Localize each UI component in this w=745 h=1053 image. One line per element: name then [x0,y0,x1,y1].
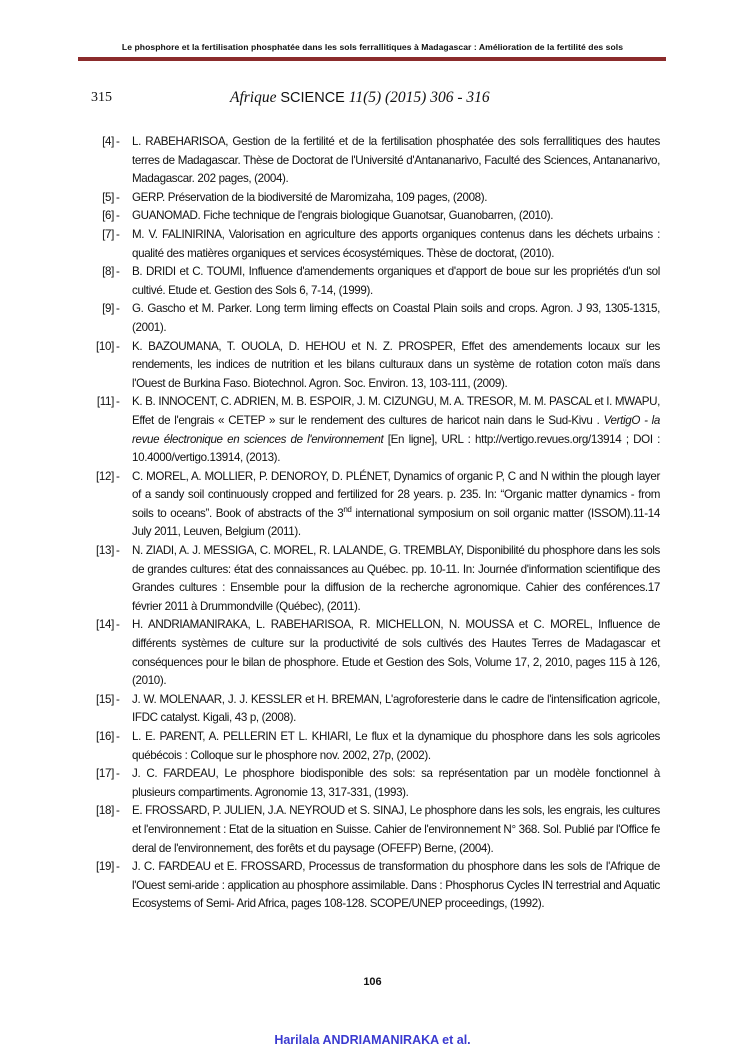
journal-link-title: VertigO - la revue électronique en sciences de l'environnement [132,413,660,446]
reference-text: GERP. Préservation de la biodiversité de Maromizaha, 109 pages, (2008). [132,190,488,204]
reference-text: N. ZIADI, A. J. MESSIGA, C. MOREL, R. LALANDE, G. TREMBLAY, Disponibilité du phosphore dans les sols de grandes cultures: état des connaissances au Québec. pp. 10-11. In: Journée d'information scientifique des Grandes cultures : Ensemble pour la diffusion de la recherche agronomique. Cahier des conférences.17 février 2011 à Drummondville (Québec), (2011). [132,544,660,613]
reference-number: [11] [96,395,114,409]
reference-text: H. ANDRIAMANIRAKA, L. RABEHARISOA, R. MICHELLON, N. MOUSSA et C. MOREL, Influence de différents systèmes de culture sur la productivité de sols cultivés des Hautes Terres de Madagascar et conséquences pour le bilan de phosphore. Etude et Gestion des Sols, Volume 17, 2, 2010, pages 115 à 126, (2010). [132,618,660,688]
reference-text: J. W. MOLENAAR, J. J. KESSLER et H. BREMAN, L'agroforesterie dans le cadre de l'intensification agricole, IFDC catalyst. Kigali, 43 p, (2008). [132,692,660,725]
reference-text: L. E. PARENT, A. PELLERIN ET L. KHIARI, Le flux et la dynamique du phosphore dans les sols agricoles québécois : Colloque sur le phosphore nov. 2002, 27p, (2002). [132,730,660,762]
reference-text: K. BAZOUMANA, T. OUOLA, D. HEHOU et N. Z. PROSPER, Effet des amendements locaux sur les rendements, les indices de nutrition et les bilans culturaux dans un système de rotation coton maïs dans l'Ouest de Burkina Faso. Biotechnol. Agron. Soc. Environ. 13, 103-111, (2009). [132,339,660,390]
superscript: nd [343,505,352,515]
reference-number: [6] [102,209,114,223]
footer-author: Harilala ANDRIAMANIRAKA et al. [274,1033,471,1047]
reference-text: G. Gascho et M. Parker. Long term liming effects on Coastal Plain soils and crops. Agron. J 93, 1305-1315, (2001). [132,302,660,334]
reference-number: [15] [96,692,114,706]
reference-text: E. FROSSARD, P. JULIEN, J.A. NEYROUD et S. SINAJ, Le phosphore dans les sols, les engrais, les cultures et l'environnement : Etat de la situation en Suisse. Cahier de l'environnement N° 368. Sol. Publié par l'Office fe deral de l'environnement, des forêts et du paysage (OFEFP) Berne, (2004). [132,804,660,855]
running-title: Le phosphore et la fertilisation phosphatée dans les sols ferrallitiques à Madagascar : Amélioration de la fertilité des sols [121,42,624,52]
reference-number: [10] [96,339,114,353]
reference-item: [7] - M. V. FALINIRINA, Valorisation en agriculture des apports organiques contenus dans les déchets urbains : qualité des matières organiques et services écosystémiques. Thèse de doctorat, (2010). [88,226,660,263]
reference-text-part: K. B. INNOCENT, C. ADRIEN, M. B. ESPOIR, J. M. CIZUNGU, M. A. TRESOR, M. M. PASCAL et I. MWAPU, Effet de l'engrais « CETEP » sur le rendement des cultures de haricot nain dans le Sud-Kivu . [132,395,660,427]
reference-text-part: C. MOREL, A. MOLLIER, P. DENOROY, D. PLÉNET, Dynamics of organic P, C and N within the plough layer of a sandy soil continuously cropped and fertilized for 28 years. p. 235. In: “Organic matter dynamics - from soils to oceans”. Book of abstracts of the 3 [132,469,660,520]
reference-item: [16] - L. E. PARENT, A. PELLERIN ET L. KHIARI, Le flux et la dynamique du phosphore dans les sols agricoles québécois : Colloque sur le phosphore nov. 2002, 27p, (2002). [88,728,660,765]
journal-science: SCIENCE [280,90,345,106]
reference-text-part: international symposium on soil organic matter (ISSOM).11-14 July 2011, Leuven, Belgium (2011). [132,506,660,539]
reference-text: GUANOMAD. Fiche technique de l'engrais biologique Guanotsar, Guanobarren, (2010). [132,209,554,223]
reference-item: [17] - J. C. FARDEAU, Le phosphore biodisponible des sols: sa représentation par un modèle fonctionnel à plusieurs compartiments. Agronomie 13, 317-331, (1993). [88,765,660,802]
reference-text [132,393,660,467]
reference-item: [15] - J. W. MOLENAAR, J. J. KESSLER et H. BREMAN, L'agroforesterie dans le cadre de l'intensification agricole, IFDC catalyst. Kigali, 43 p, (2008). [88,691,660,728]
reference-item: [5] - GERP. Préservation de la biodiversité de Maromizaha, 109 pages, (2008). [88,189,660,208]
reference-number: [17] [96,767,114,781]
reference-number: [8] [102,265,114,279]
reference-text: J. C. FARDEAU et E. FROSSARD, Processus de transformation du phosphore dans les sols de l'Afrique de l'Ouest semi-aride : application au phosphore assimilable. Dans : Phosphorus Cycles IN terrestrial and Aquatic Ecosystems of Semi- Arid Africa, pages 108-128. SCOPE/UNEP proceedings, (1992). [132,860,660,911]
journal-citation [230,89,490,107]
reference-text [132,468,660,542]
reference-item: [6] - GUANOMAD. Fiche technique de l'engrais biologique Guanotsar, Guanobarren, (2010). [88,207,660,226]
reference-number: [4] [102,135,114,148]
reference-number: [16] [96,730,114,743]
reference-number: [7] [102,227,114,241]
reference-number: [12] [96,469,114,483]
reference-text: J. C. FARDEAU, Le phosphore biodisponible des sols: sa représentation par un modèle fonctionnel à plusieurs compartiments. Agronomie 13, 317-331, (1993). [132,767,660,799]
reference-text: B. DRIDI et C. TOUMI, Influence d'amendements organiques et d'apport de boue sur les propriétés d'un sol cultivé. Etude et. Gestion des Sols 6, 7-14, (1999). [132,265,660,297]
reference-item: [14] - H. ANDRIAMANIRAKA, L. RABEHARISOA, R. MICHELLON, N. MOUSSA et C. MOREL, Influence de différents systèmes de culture sur la productivité de sols cultivés des Hautes Terres de Madagascar et conséquences pour le bilan de phosphore. Etude et Gestion des Sols, Volume 17, 2, 2010, pages 115 à 126, (2010). [88,616,660,690]
reference-number: [14] [96,618,114,632]
header-rule [78,57,666,61]
reference-item: [8] - B. DRIDI et C. TOUMI, Influence d'amendements organiques et d'apport de boue sur les propriétés d'un sol cultivé. Etude et. Gestion des Sols 6, 7-14, (1999). [88,263,660,300]
reference-number: [19] [96,860,114,874]
reference-text: M. V. FALINIRINA, Valorisation en agriculture des apports organiques contenus dans les déchets urbains : qualité des matières organiques et services écosystémiques. Thèse de doctorat, (2010). [132,227,660,260]
reference-item: [18] - E. FROSSARD, P. JULIEN, J.A. NEYROUD et S. SINAJ, Le phosphore dans les sols, les engrais, les cultures et l'environnement : Etat de la situation en Suisse. Cahier de l'environnement N° 368. Sol. Publié par l'Office fe deral de l'environnement, des forêts et du paysage (OFEFP) Berne, (2004). [88,802,660,858]
reference-number: [18] [96,804,114,818]
journal-issue: 11(5) (2015) 306 - 316 [348,89,490,106]
reference-number: [5] [102,190,114,204]
journal-name: Afrique [230,89,277,106]
page-number: 106 [363,976,382,988]
reference-item: [9] - G. Gascho et M. Parker. Long term liming effects on Coastal Plain soils and crops. Agron. J 93, 1305-1315, (2001). [88,300,660,337]
reference-item: [10] - K. BAZOUMANA, T. OUOLA, D. HEHOU et N. Z. PROSPER, Effet des amendements locaux sur les rendements, les indices de nutrition et les bilans culturaux dans un système de rotation coton maïs dans l'Ouest de Burkina Faso. Biotechnol. Agron. Soc. Environ. 13, 103-111, (2009). [88,338,660,394]
reference-item: [11] - K. B. INNOCENT, C. ADRIEN, M. B. ESPOIR, J. M. CIZUNGU, M. A. TRESOR, M. M. PASCAL et I. MWAPU, Effet de l'engrais « CETEP » sur le rendement des cultures de haricot nain dans le Sud-Kivu . VertigO - la revue électronique en sciences de l'environnement [En ligne], URL : http://vertigo.revues.org/13914 ; DOI : 10.4000/vertigo.13914, (2013). [88,393,660,467]
reference-item: [19] - J. C. FARDEAU et E. FROSSARD, Processus de transformation du phosphore dans les sols de l'Afrique de l'Ouest semi-aride : application au phosphore assimilable. Dans : Phosphorus Cycles IN terrestrial and Aquatic Ecosystems of Semi- Arid Africa, pages 108-128. SCOPE/UNEP proceedings, (1992). [88,858,660,914]
reference-item: [12] - C. MOREL, A. MOLLIER, P. DENOROY, D. PLÉNET, Dynamics of organic P, C and N within the plough layer of a sandy soil continuously cropped and fertilized for 28 years. p. 235. In: “Organic matter dynamics - from soils to oceans”. Book of abstracts of the 3nd international symposium on soil organic matter (ISSOM).11-14 July 2011, Leuven, Belgium (2011). [88,468,660,542]
reference-number: [9] [102,302,114,316]
reference-item: [4] - L. RABEHARISOA, Gestion de la fertilité et de la fertilisation phosphatée des sols ferrallitiques des hautes terres de Madagascar. Thèse de Doctorat de l'Université d'Antananarivo, Faculté des Sciences, Antananarivo, Madagascar. 202 pages, (2004). [88,133,660,189]
reference-list [88,133,660,914]
reference-text-part: [En ligne], URL : http://vertigo.revues.org/13914 ; DOI : 10.4000/vertigo.13914, (2013). [132,432,661,465]
reference-item: [13] - N. ZIADI, A. J. MESSIGA, C. MOREL, R. LALANDE, G. TREMBLAY, Disponibilité du phosphore dans les sols de grandes cultures: état des connaissances au Québec. pp. 10-11. In: Journée d'information scientifique des Grandes cultures : Ensemble pour la diffusion de la recherche agronomique. Cahier des conférences.17 février 2011 à Drummondville (Québec), (2011). [88,542,660,616]
reference-text: L. RABEHARISOA, Gestion de la fertilité et de la fertilisation phosphatée des sols ferrallitiques des hautes terres de Madagascar. Thèse de Doctorat de l'Université d'Antananarivo, Faculté des Sciences, Antananarivo, Madagascar. 202 pages, (2004). [132,135,660,186]
reference-number: [13] [96,544,114,558]
page-number-left: 315 [91,90,112,105]
